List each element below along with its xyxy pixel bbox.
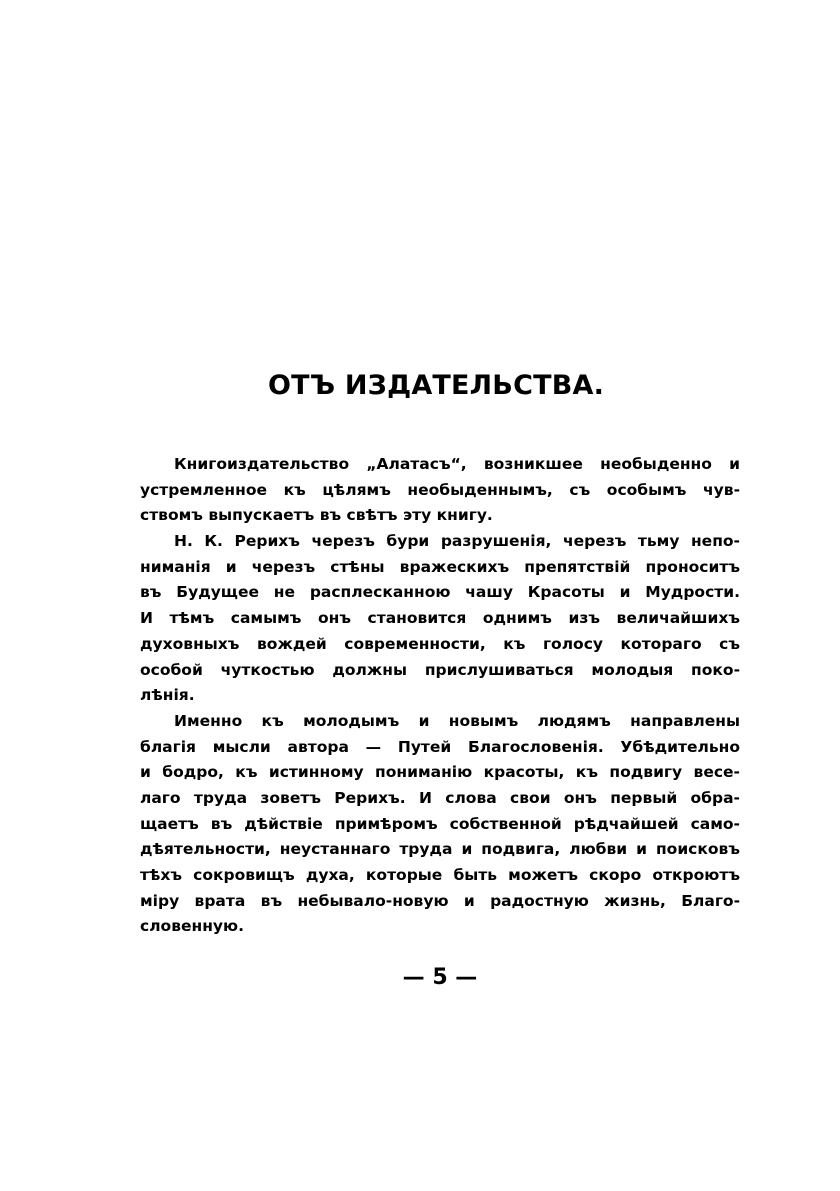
text-line: міру врата въ небывало-новую и радостную жизнь, Благо- (140, 891, 740, 910)
text-line: Именно къ молодымъ и новымъ людямъ направлены (174, 711, 740, 730)
text-line: и бодро, къ истинному пониманію красоты, къ подвигу весе- (140, 763, 740, 782)
text-line: устремленное къ цѣлямъ необыденнымъ, съ особымъ чув- (140, 480, 740, 499)
text-line: И тѣмъ самымъ онъ становится однимъ изъ величайшихъ (140, 609, 740, 628)
text-line: Н. К. Рерихъ черезъ бури разрушенія, черезъ тьму непо- (174, 532, 740, 551)
text-line: тѣхъ сокровищъ духа, которые быть можетъ скоро откроютъ (140, 866, 740, 884)
text-line: лѣнія. (140, 686, 195, 705)
text-line: щаетъ въ дѣйствіе примѣромъ собственной рѣдчайшей само- (140, 814, 740, 833)
text-line: дѣятельности, неустаннаго труда и подвига, любви и поисковъ (140, 840, 740, 859)
text-line: благія мысли автора — Путей Благословенія. Убѣдительно (140, 737, 740, 756)
text-line: особой чуткостью должны прислушиваться молодыя поко- (140, 660, 740, 679)
text-line: ствомъ выпускаетъ въ свѣтъ эту книгу. (140, 506, 493, 525)
text-line: словенную. (140, 917, 244, 936)
text-line: Книгоиздательство „Алатасъ“, возникшее необыденно и (174, 455, 740, 473)
text-line: ниманія и черезъ стѣны вражескихъ препятствій проноситъ (140, 557, 740, 576)
text-line: въ Будущее не расплесканною чашу Красоты и Мудрости. (140, 583, 740, 602)
publisher-note (140, 452, 740, 940)
text-line: лаго труда зоветъ Рерихъ. И слова свои онъ первый обра- (140, 788, 740, 807)
page-heading: ОТЪ ИЗДАТЕЛЬСТВА. (267, 370, 605, 401)
text-line: духовныхъ вождей современности, къ голосу котораго съ (140, 634, 740, 653)
page-number: — 5 — (402, 965, 478, 990)
